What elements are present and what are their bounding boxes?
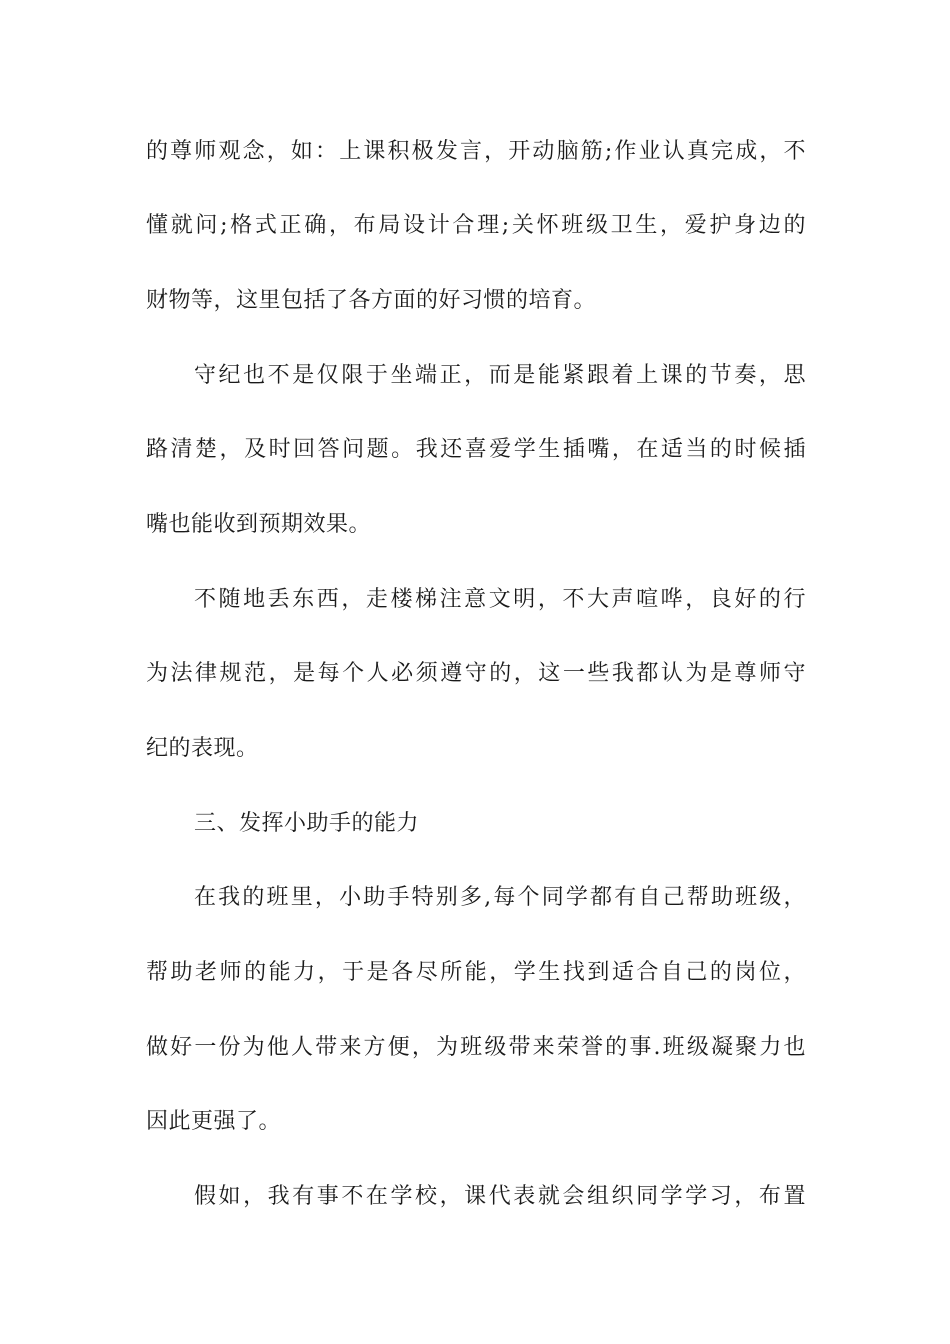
text-line: 路清楚，及时回答问题。我还喜爱学生插嘴，在适当的时候插 xyxy=(146,437,806,462)
section-heading: 三、发挥小助手的能力 xyxy=(194,811,420,836)
text-line: 纪的表现。 xyxy=(146,736,259,761)
text-line: 因此更强了。 xyxy=(146,1109,282,1134)
text-line: 懂就问;格式正确，布局设计合理;关怀班级卫生，爱护身边的 xyxy=(146,213,806,238)
text-line: 不随地丢东西，走楼梯注意文明，不大声喧哗，良好的行 xyxy=(194,587,806,612)
text-line: 的尊师观念，如：上课积极发言，开动脑筋;作业认真完成，不 xyxy=(146,139,806,164)
text-line: 为法律规范，是每个人必须遵守的，这一些我都认为是尊师守 xyxy=(146,661,806,686)
text-line: 嘴也能收到预期效果。 xyxy=(146,512,372,537)
text-line: 做好一份为他人带来方便，为班级带来荣誉的事.班级凝聚力也 xyxy=(146,1035,806,1060)
text-line: 帮助老师的能力，于是各尽所能，学生找到适合自己的岗位， xyxy=(146,960,806,985)
text-line: 在我的班里，小助手特别多,每个同学都有自己帮助班级， xyxy=(194,885,806,910)
text-line: 假如，我有事不在学校，课代表就会组织同学学习，布置 xyxy=(194,1184,806,1209)
text-line: 财物等，这里包括了各方面的好习惯的培育。 xyxy=(146,288,597,313)
text-line: 守纪也不是仅限于坐端正，而是能紧跟着上课的节奏，思 xyxy=(194,363,806,388)
